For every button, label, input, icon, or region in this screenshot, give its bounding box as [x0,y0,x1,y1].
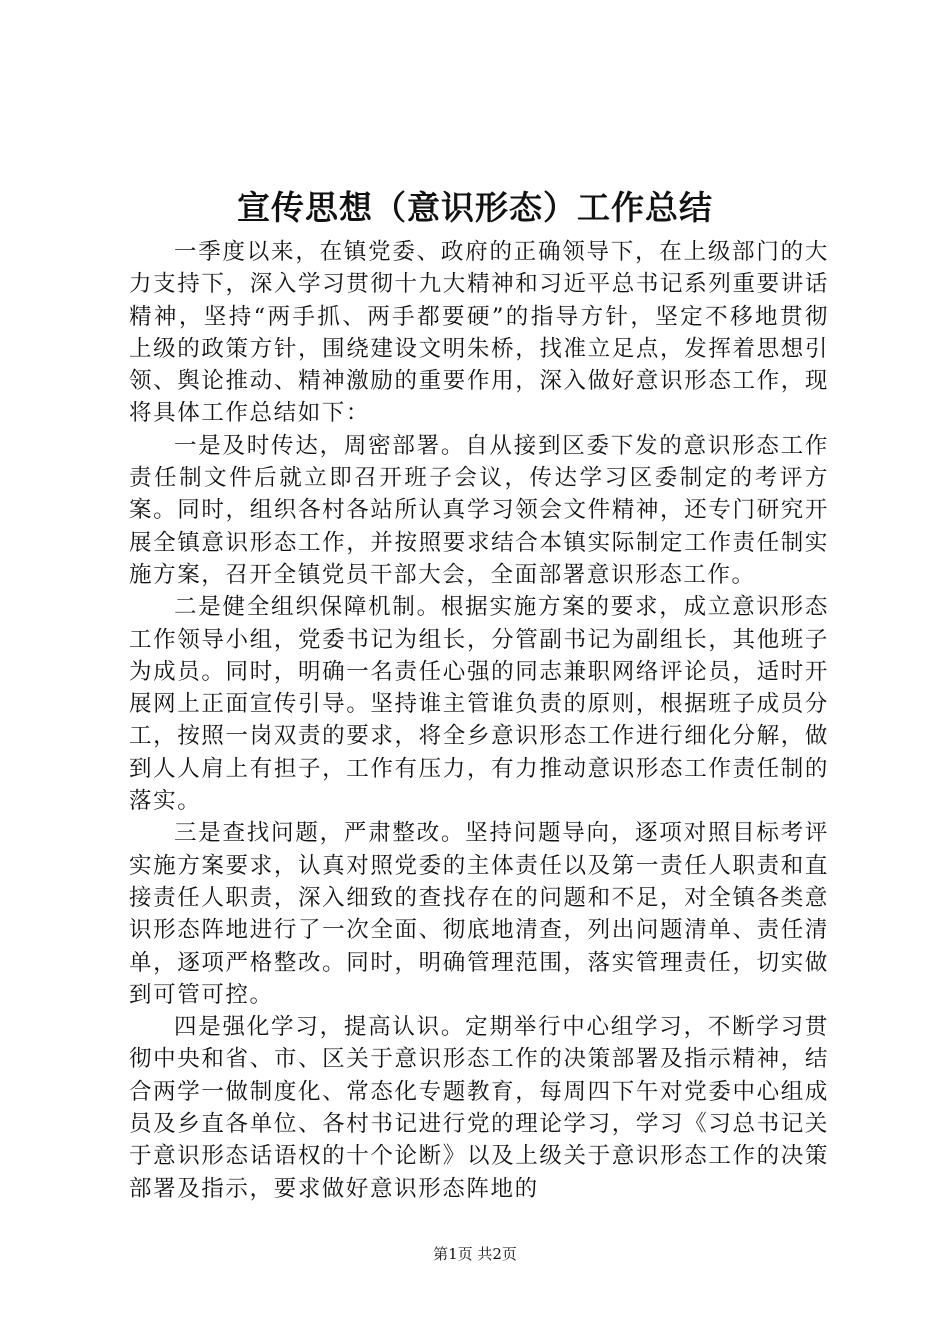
page-footer: 第1页 共2页 [433,1245,517,1263]
paragraph-intro: 一季度以来，在镇党委、政府的正确领导下，在上级部门的大力支持下，深入学习贯彻十九大精神和习近平总书记系列重要讲话精神，坚持“两手抓、两手都要硬”的指导方针，坚定不移地贯彻上级的政策方针，围绕建设文明朱桥，找准立足点，发挥着思想引领、舆论推动、精神激励的重要作用，深入做好意识形态工作，现将具体工作总结如下： [129,239,829,427]
paragraph-point-2: 二是健全组织保障机制。根据实施方案的要求，成立意识形态工作领导小组，党委书记为组长，分管副书记为副组长，其他班子为成员。同时，明确一名责任心强的同志兼职网络评论员，适时开展网上正面宣传引导。坚持谁主管谁负责的原则，根据班子成员分工，按照一岗双责的要求，将全乡意识形态工作进行细化分解，做到人人肩上有担子，工作有压力，有力推动意识形态工作责任制的落实。 [129,594,829,815]
paragraph-point-1: 一是及时传达，周密部署。自从接到区委下发的意识形态工作责任制文件后就立即召开班子会议，传达学习区委制定的考评方案。同时，组织各村各站所认真学习领会文件精神，还专门研究开展全镇意识形态工作，并按照要求结合本镇实际制定工作责任制实施方案，召开全镇党员干部大会，全面部署意识形态工作。 [129,432,829,588]
paragraph-point-3: 三是查找问题，严肃整改。坚持问题导向，逐项对照目标考评实施方案要求，认真对照党委的主体责任以及第一责任人职责和直接责任人职责，深入细致的查找存在的问题和不足，对全镇各类意识形态阵地进行了一次全面、彻底地清查，列出问题清单、责任清单，逐项严格整改。同时，明确管理范围，落实管理责任，切实做到可管可控。 [129,820,829,1008]
document-body [129,236,829,1205]
paragraph-point-4: 四是强化学习，提高认识。定期举行中心组学习，不断学习贯彻中央和省、市、区关于意识形态工作的决策部署及指示精神，结合两学一做制度化、常态化专题教育，每周四下午对党委中心组成员及乡直各单位、各村书记进行党的理论学习，学习《习总书记关于意识形态话语权的十个论断》以及上级关于意识形态工作的决策部署及指示，要求做好意识形态阵地的 [129,1014,829,1202]
document-title: 宣传思想（意识形态）工作总结 [237,188,713,227]
